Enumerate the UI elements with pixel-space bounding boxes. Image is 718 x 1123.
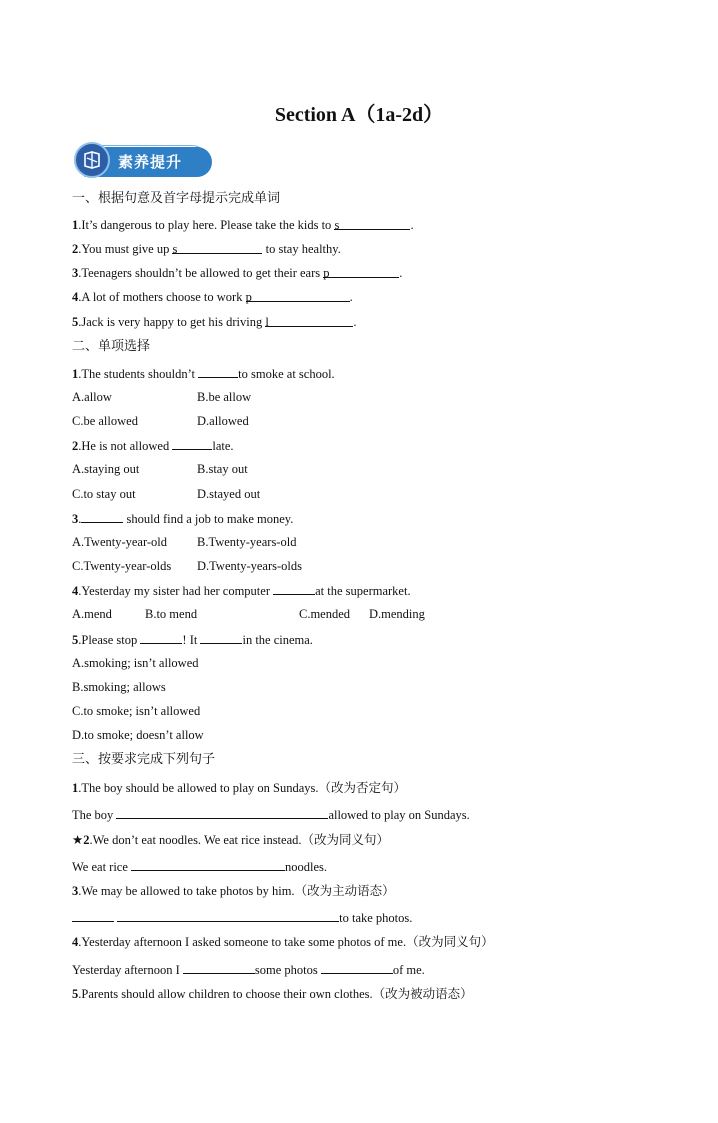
mc-question-5: 5.Please stop ! It in the cinema. xyxy=(72,633,313,647)
fill-blank[interactable] xyxy=(72,909,114,922)
option-c[interactable]: C.Twenty-year-olds xyxy=(72,559,172,573)
star-icon: ★ xyxy=(72,832,84,847)
answer-line-4: Yesterday afternoon I some photos of me. xyxy=(72,963,425,977)
fill-blank[interactable] xyxy=(117,909,339,922)
part1-item-4: 4.A lot of mothers choose to work p . xyxy=(72,290,353,304)
rewrite-question-3: 3.We may be allowed to take photos by him.（改为主动语态） xyxy=(72,883,395,898)
fill-blank[interactable] xyxy=(140,631,182,644)
option-a[interactable]: A.Twenty-year-old xyxy=(72,535,168,549)
answer-line-1: The boy allowed to play on Sundays. xyxy=(72,808,470,822)
fill-blank[interactable] xyxy=(200,631,242,644)
fill-blank[interactable]: l xyxy=(265,314,353,327)
part3-heading: 三、按要求完成下列句子 xyxy=(72,752,216,767)
part1-item-2: 2.You must give up s to stay healthy. xyxy=(72,242,341,256)
part1-heading: 一、根据句意及首字母提示完成单词 xyxy=(72,191,281,206)
fill-blank[interactable] xyxy=(131,858,285,871)
fill-blank[interactable]: p xyxy=(246,289,350,302)
rewrite-question-2: ★2.We don’t eat noodles. We eat rice instead.（改为同义句） xyxy=(72,832,390,847)
option-b[interactable]: B.stay out xyxy=(197,462,248,476)
page-title: Section A（1a-2d） xyxy=(274,104,444,126)
option-c[interactable]: C.to stay out xyxy=(72,487,136,501)
book-icon xyxy=(74,142,110,178)
mc-question-3: 3. should find a job to make money. xyxy=(72,512,294,526)
fill-blank[interactable] xyxy=(198,365,238,378)
rewrite-question-1: 1.The boy should be allowed to play on Sundays.（改为否定句） xyxy=(72,780,407,795)
section-badge xyxy=(74,142,214,180)
part1-item-5: 5.Jack is very happy to get his driving l . xyxy=(72,315,357,329)
part1-item-3: 3.Teenagers shouldn’t be allowed to get their ears p . xyxy=(72,266,403,280)
option-d[interactable]: D.stayed out xyxy=(197,487,261,501)
option-a[interactable]: A.mend xyxy=(72,607,112,621)
fill-blank[interactable]: s xyxy=(172,241,262,254)
fill-blank[interactable] xyxy=(321,961,393,974)
fill-blank[interactable] xyxy=(172,437,212,450)
fill-blank[interactable] xyxy=(183,961,255,974)
rewrite-question-4: 4.Yesterday afternoon I asked someone to take some photos of me.（改为同义句） xyxy=(72,934,494,949)
part2-heading: 二、单项选择 xyxy=(72,339,151,354)
answer-line-3: to take photos. xyxy=(72,909,412,926)
option-b[interactable]: B.to mend xyxy=(145,607,198,621)
fill-blank[interactable] xyxy=(81,510,123,523)
fill-blank[interactable] xyxy=(273,582,315,595)
option-d[interactable]: D.to smoke; doesn’t allow xyxy=(72,728,204,742)
option-b[interactable]: B.smoking; allows xyxy=(72,680,166,694)
option-b[interactable]: B.Twenty-years-old xyxy=(197,535,297,549)
fill-blank[interactable]: s xyxy=(334,217,410,230)
option-b[interactable]: B.be allow xyxy=(197,390,252,404)
option-a[interactable]: A.staying out xyxy=(72,462,140,476)
fill-blank[interactable] xyxy=(116,806,328,819)
badge-label: 素养提升 xyxy=(118,153,183,171)
mc-question-2: 2.He is not allowed late. xyxy=(72,439,234,453)
option-d[interactable]: D.allowed xyxy=(197,414,249,428)
option-d[interactable]: D.Twenty-years-olds xyxy=(197,559,302,573)
answer-line-2: We eat rice noodles. xyxy=(72,860,328,874)
mc-question-4: 4.Yesterday my sister had her computer at the supermarket. xyxy=(72,584,411,598)
option-d[interactable]: D.mending xyxy=(369,607,425,621)
option-a[interactable]: A.smoking; isn’t allowed xyxy=(72,656,199,670)
option-c[interactable]: C.to smoke; isn’t allowed xyxy=(72,704,201,718)
option-c[interactable]: C.mended xyxy=(299,607,351,621)
option-a[interactable]: A.allow xyxy=(72,390,112,404)
mc-question-1: 1.The students shouldn’t to smoke at school. xyxy=(72,367,335,381)
fill-blank[interactable]: p xyxy=(323,265,399,278)
option-c[interactable]: C.be allowed xyxy=(72,414,138,428)
part1-item-1: 1.It’s dangerous to play here. Please take the kids to s . xyxy=(72,218,414,232)
rewrite-question-5: 5.Parents should allow children to choose their own clothes.（改为被动语态） xyxy=(72,986,473,1001)
